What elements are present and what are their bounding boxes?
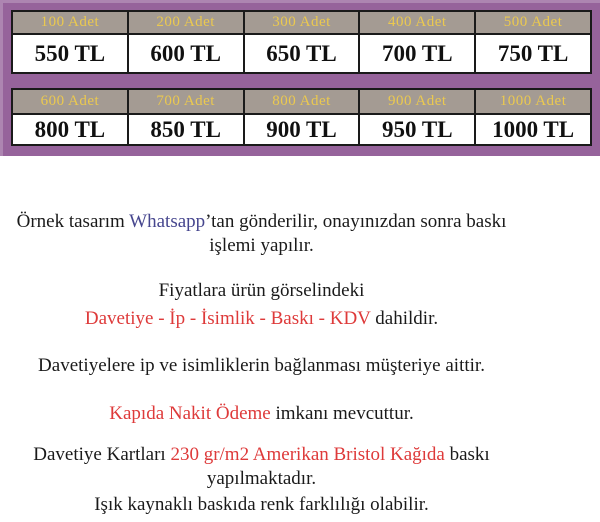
note-text: dahildir. xyxy=(370,308,439,329)
price-cell: 550 TL xyxy=(12,34,128,73)
price-cell: 900 TL xyxy=(244,114,360,145)
pricing-banner xyxy=(0,0,600,156)
price-cell: 950 TL xyxy=(359,114,475,145)
notes-section xyxy=(0,210,523,517)
payment-red-text: Kapıda Nakit Ödeme xyxy=(109,403,271,424)
note-paper xyxy=(0,443,523,491)
qty-header-cell: 700 Adet xyxy=(128,89,244,114)
qty-header-cell: 900 Adet xyxy=(359,89,475,114)
note-payment xyxy=(0,402,523,426)
price-row xyxy=(12,34,591,73)
note-text: imkanı mevcuttur. xyxy=(270,403,414,424)
price-row xyxy=(12,114,591,145)
note-color-difference: Işık kaynaklı baskıda renk farklılığı olabilir. xyxy=(94,494,429,515)
qty-header-cell: 500 Adet xyxy=(475,11,591,34)
note-text: Davetiye Kartları xyxy=(33,444,171,465)
qty-header-cell: 800 Adet xyxy=(244,89,360,114)
note-text: ’tan gönderilir, onayınızdan sonra baskı işlemi yapılır. xyxy=(205,211,507,256)
price-cell: 850 TL xyxy=(128,114,244,145)
price-cell: 750 TL xyxy=(475,34,591,73)
qty-header-cell: 200 Adet xyxy=(128,11,244,34)
note-included-items xyxy=(0,307,523,331)
note-text: baskı yapılmaktadır. xyxy=(206,444,490,489)
note-assembly: Davetiyelere ip ve isimliklerin bağlanması müşteriye aittir. xyxy=(38,355,485,376)
included-items-red-text: Davetiye - İp - İsimlik - Baskı - KDV xyxy=(84,308,371,329)
note-included-intro: Fiyatlara ürün görselindeki xyxy=(158,280,365,301)
qty-header-cell: 100 Adet xyxy=(12,11,128,34)
price-cell: 600 TL xyxy=(128,34,244,73)
qty-header-cell: 1000 Adet xyxy=(475,89,591,114)
paper-red-text: 230 gr/m2 Amerikan Bristol Kağıda xyxy=(170,444,445,465)
whatsapp-text: Whatsapp xyxy=(129,211,206,232)
price-cell: 800 TL xyxy=(12,114,128,145)
qty-header-cell: 400 Adet xyxy=(359,11,475,34)
qty-header-cell: 300 Adet xyxy=(244,11,360,34)
note-shipping xyxy=(0,210,523,258)
price-table-2 xyxy=(11,88,592,146)
price-cell: 700 TL xyxy=(359,34,475,73)
qty-header-row xyxy=(12,89,591,114)
price-cell: 1000 TL xyxy=(475,114,591,145)
qty-header-cell: 600 Adet xyxy=(12,89,128,114)
price-cell: 650 TL xyxy=(244,34,360,73)
price-table-1 xyxy=(11,10,592,74)
qty-header-row xyxy=(12,11,591,34)
note-text: Örnek tasarım xyxy=(16,211,130,232)
